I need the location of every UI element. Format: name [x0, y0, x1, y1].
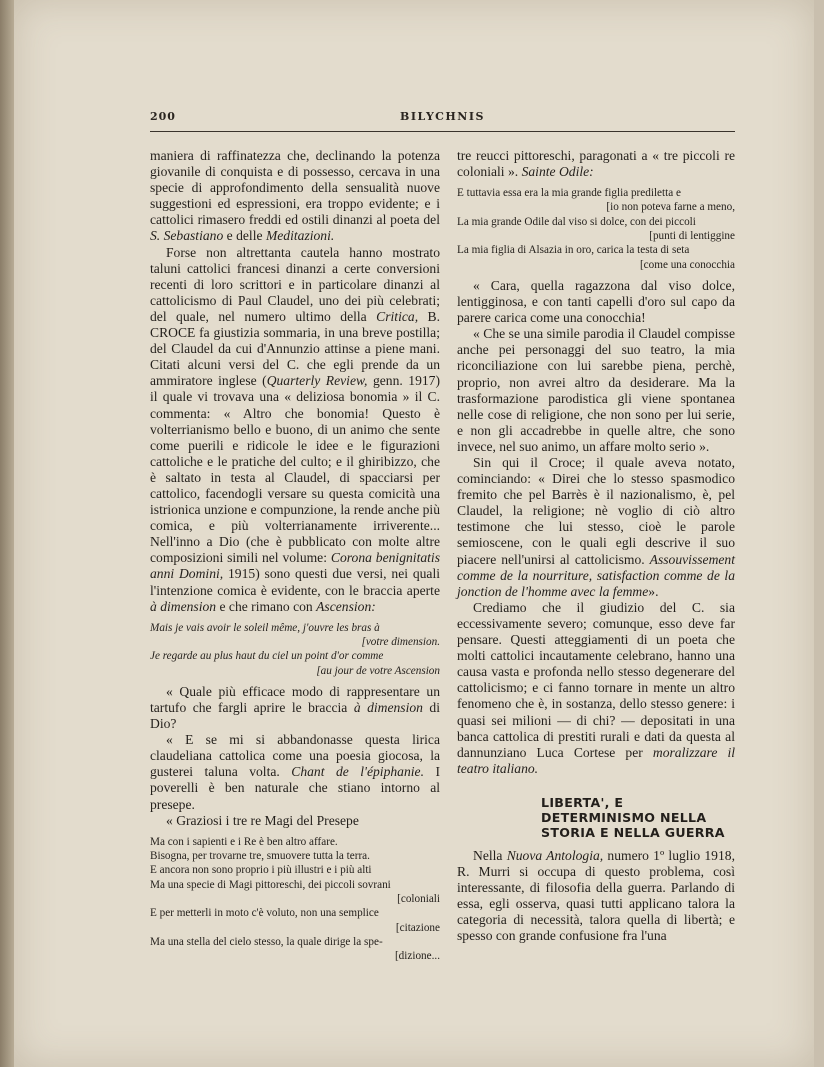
left-column [150, 148, 440, 969]
paragraph: Crediamo che il giudizio del C. sia eccessivamente severo; comunque, esso deve far pensare. Questi atteggiamenti di un poeta che molti cattolici incautamente celebrano, hanno una causa vasta e profonda nello stesso degenerare del cattolicismo; e ci fanno tornare in mente un altro fenomeno che è, in sostanza, dello stesso genere: i quasi sei milioni — di chi? — depositati in una banca cattolica di prestiti rurali e dati da questa al dannunziano Luca Cortese per moralizzare il teatro italiano. [457, 599, 736, 776]
verse-quote: Ma con i sapienti e i Re è ben altro affare. Bisogna, per trovarne tre, smuovere tutta la terra. E ancora non sono proprio i più illustri e i più alti Ma una specie di Magi pittoreschi, dei piccoli sovrani [coloniali E per metterli in moto c'è voluto, non una semplice [citazione Ma una stella del cielo stesso, la quale dirige la spe- [dizione... [150, 835, 440, 963]
paragraph: Forse non altrettanta cautela hanno mostrato taluni cattolici francesi dinanzi a certe conversioni recenti di loro scrittori e in particolare dinanzi al cattolicismo di Paul Claudel, uno dei più celebrati; del quale, nel numero ultimo della Critica, B. CROCE fa giustizia sommaria, in una breve postilla; del Claudel da cui d'Annunzio attinse a piene mani. Citati alcuni versi del C. che egli prende da un ammiratore inglese (Quarterly Review, genn. 1917) il quale vi trovava una « deliziosa bonomia » il C. commenta: « Altro che bonomia! Questo è volterrianismo bello e buono, di un animo che sente come puerili e ridicole le idee e le figurazioni cattoliche e le pratiche del culto; e il ghiribizzo, che è saltato in testa al Claudel, di spacciarsi per cattolico, facendogli versare su questa comicità una istrionica unzione e compunzione, la rende anche più comica, e più volterrianamente irriverente... Nell'inno a Dio (che è pubblicato con molte altre composizioni simili nel volume: Corona benignitatis anni Domini, 1915) sono questi due versi, nei quali l'intenzione comica è evidente, con le braccia aperte à dimension e che rimano con Ascension: [150, 244, 441, 614]
page-number: 200 [150, 110, 176, 123]
paragraph: « Graziosi i tre re Magi del Presepe [166, 812, 359, 828]
verse-quote: E tuttavia essa era la mia grande figlia prediletta e [io non poteva farne a meno, La mia grande Odile dal viso si dolce, con dei piccoli [punti di lentiggine La mia figlia di Alsazia in oro, carica la testa di seta [come una conocchia [457, 187, 735, 271]
verse-quote: Mais je vais avoir le soleil même, j'ouvre les bras à [votre dimension. Je regarde au plus haut du ciel un point d'or comme [au jour de votre Ascension [150, 621, 440, 677]
paragraph: « Quale più efficace modo di rappresentare un tartufo che fargli aprire le braccia à dimension di Dio? [150, 683, 440, 732]
right-column [457, 148, 735, 944]
paragraph: maniera di raffinatezza che, declinando la potenza giovanile di conquista e di possesso, cercava in una specie di approfondimento della sensualità nuove suggestioni ed espressioni, era troppo evidente; e i cattolici rimasero freddi ed ostili dinanzi al poeta del S. Sebastiano e delle Meditazioni. [150, 148, 440, 244]
paragraph: tre reucci pittoreschi, paragonati a « tre piccoli re coloniali ». Sainte Odile: [457, 148, 735, 180]
page-edge [0, 0, 14, 1067]
paragraph: Nella Nuova Antologia, numero 1º luglio 1918, R. Murri si occupa di questo problema, così interessante, di filosofia della guerra. Parlando di essa, egli osserva, quasi tutti applicano talora la categoria di necessità, talora quella di libertà; e spesso con grande confusione fra l'una [457, 847, 735, 944]
paragraph: « Che se una simile parodia il Claudel compisse anche pei personaggi del suo teatro, la mia riconciliazione con lui sarebbe piena, perchè, proprio, non avrei altro da desiderare. Ma la trasformazione parodistica gli viene spontanea nelle cose di religione, che non sono per lui serie, e non gli accadrebbe in quelle altre, che sono invece, nel suo animo, un affare molto serio ». [457, 326, 735, 454]
paragraph: Sin qui il Croce; il quale aveva notato, cominciando: « Direi che lo stesso spasmodico fremito che pel Barrès è il nazionalismo, è, pel Claudel, la religione; nè voglio di ciò altro testimone che lui stesso, cioè le parole semioscene, con le quali egli descrive il suo piacere nell'unirsi al cattolicismo. Assouvissement comme de la nourriture, satisfaction comme de la jonction de l'homme avec la femme». [457, 455, 735, 599]
header-rule [150, 131, 735, 132]
paragraph: « Cara, quella ragazzona dal viso dolce, lentigginosa, e con tanti capelli d'oro sul capo da parere carica come una conocchia! [457, 277, 735, 326]
section-heading: LIBERTA', E DETERMINISMO NELLA STORIA E NELLA GUERRA [541, 794, 725, 840]
journal-title: BILYCHNIS [400, 110, 485, 123]
running-header [150, 108, 735, 128]
paragraph: « E se mi si abbandonasse questa lirica claudeliana cattolica come una poesia giocosa, la gusterei taluna volta. Chant de l'épiphanie. I poverelli è ben naturale che stiano intorno al presepe. [150, 732, 440, 812]
